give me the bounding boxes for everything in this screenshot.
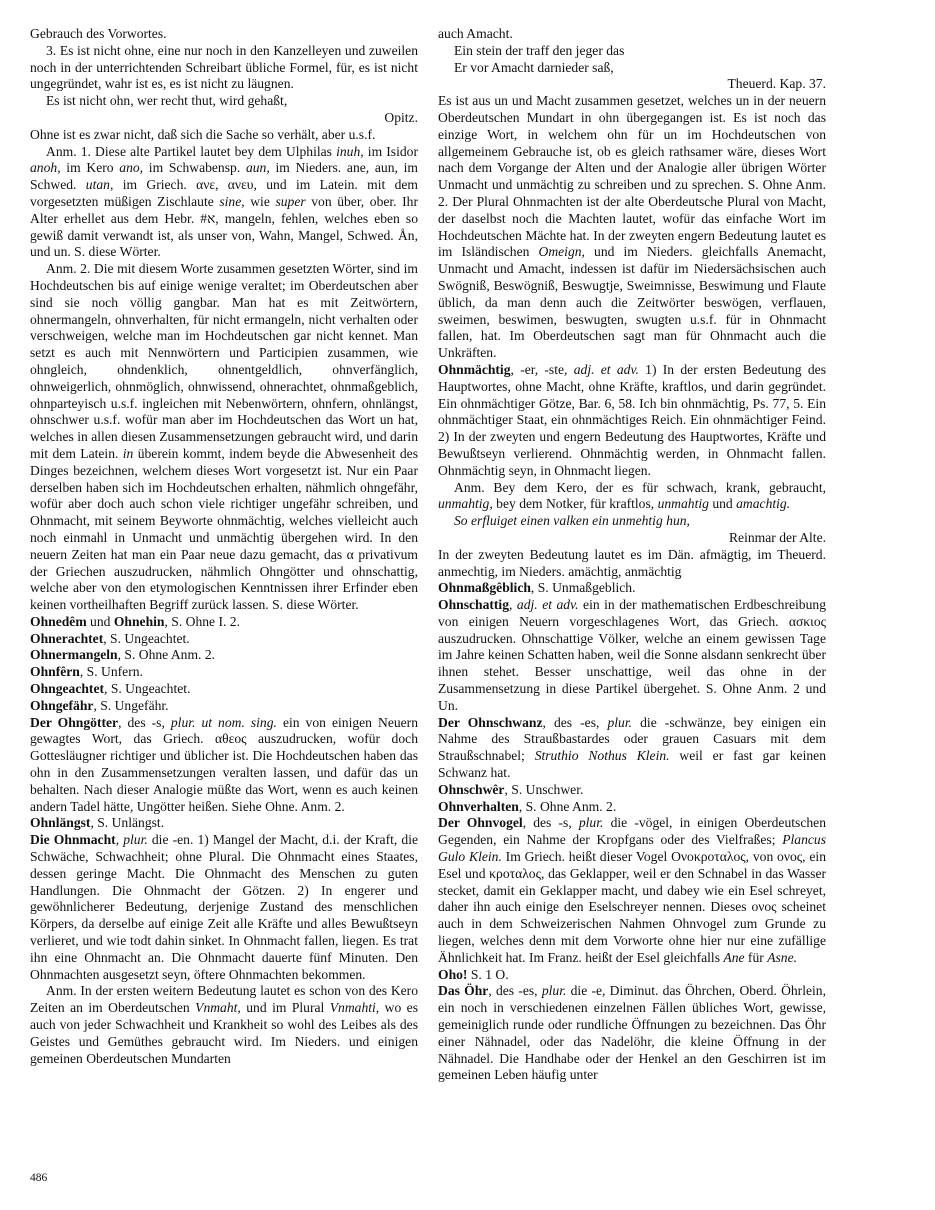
entry: Der Ohnvogel, des -s, plur. die -vögel, in einigen Oberdeutschen Gegenden, ein Nahme der Kropfgans oder des Vielfraßes; Plancus Gulo Klein. Im Griech. heißt dieser Vogel Ονοκροταλος, von ονος, ein Esel und κροταλος, das Geklapper, weil er den Schnabel in das Wasser stecket, damit ein Geklapper macht, und dabey wie ein Esel schreyet, daher ihn auch einige den Eselschreyer nennen. Dieses ονος scheinet auch in dem Schweizerischen Nahmen Ohnvogel zum Grunde zu liegen, welches denn mit dem Vorworte ohne hier nur eine zufällige Ähnlichkeit hat. Im Franz. heißt der Esel gleichfalls Ane für Asne.	[438, 815, 826, 965]
quote-line: Ein stein der traff den jeger das	[454, 42, 625, 58]
paragraph: Anm. 1. Diese alte Partikel lautet bey dem Ulphilas inuh, im Isidor anoh, im Kero ano, im Schwabensp. aun, im Nieders. ane, aun, im Schwed. utan, im Griech. ανε, ανευ, und im Latein. mit dem vorgesetzten müßigen Zischlaute sine, wie super von über, ober. Ihr Alter erhellet aus dem Hebr. ‎א#‏, mangeln, fehlen, welches eben so gewiß damit verwandt ist, als unser von, Wahn, Mangel, Schwed. Ån, und un. S. diese Wörter.	[30, 143, 418, 260]
entry: Die Ohnmacht, plur. die -en. 1) Mangel der Macht, d.i. der Kraft, die Schwäche, Schwachheit; ohne Plural. Die Ohnmacht eines Staates, dessen geringe Macht. Die Ohnmacht des Menschen zu guten Handlungen. Die Ohnmacht der Götzen. 2) In engerer und gewöhnlicherer Bedeutung, derjenige Zustand des menschlichen Körpers, da derselbe auf einige Zeit alle Kräfte und alles Bewußtseyn verlieret, und wie todt dahin sinket. In Ohnmacht fallen, liegen. Es trat ihn eine Ohnmacht an. Die Ohnmacht dauerte fünf Minuten. Den Ohnmachten ausgesetzt seyn, öftere Ohnmachten bekommen.	[30, 832, 419, 982]
quote-source: Reinmar der Alte.	[728, 529, 826, 545]
paragraph: Anm. Bey dem Kero, der es für schwach, krank, gebraucht, unmahtig, bey dem Notker, für kraftlos, unmahtig und amachtig.	[438, 479, 826, 512]
entry: Ohnmächtig, -er, -ste, adj. et adv. 1) In der ersten Bedeutung des Hauptwortes, ohne Macht, ohne Kräfte, kraftlos, und darin gegründet. Ein ohnmächtiger Götze, Bar. 6, 58. Ich bin ohnmächtig, Ps. 77, 5. Ein ohnmächtiger Staat, ein ohnmächtiges Reich. Ein ohnmächtiger Feind. 2) In der zweyten und engern Bedeutung des Hauptwortes, Kräfte und Bewußtseyn verlierend. Ohnmächtig werden, in Ohnmacht fallen. Ohnmächtig seyn, in Ohnmacht liegen.	[438, 361, 827, 478]
paragraph: auch Amacht.	[438, 26, 513, 41]
paragraph: Anm. 2. Die mit diesem Worte zusammen gesetzten Wörter, sind im Hochdeutschen bis auf einige wenige veraltet; im Oberdeutschen aber sind sie noch völlig gangbar. Man hat es mit Zeitwörtern, ohnermangeln, ohnverhalten, für nicht ermangeln, nicht verhalten oder verschweigen, welche man im Hochdeutschen gar nicht kennet. Man setzt es auch mit Nennwörtern und Participien zusammen, wie ohngleich, ohndenklich, ohnentgeldlich, ohnverfänglich, ohnweigerlich, ohnmöglich, ohnwissend, ohnerachtet, ohnmaßgeblich, ohnparteyisch u.s.f. ingleichen mit Nebenwörtern, ohnfern, ohnlängst, ohnschwer u.s.f. wofür man aber im Hochdeutschen das Wort un hat, welches in allen diesen Zusammensetzungen gebraucht wird, und darin mit dem Latein. in überein kommt, indem beyde die Abwesenheit des Dinges bezeichnen, welchem dieses Wort vorgesetzt ist. Nur ein Paar derselben haben sich im Hochdeutschen erhalten, nähmlich ohngefähr, wofür aber doch auch schon viele richtiger ungefähr schreiben, und Ohnmacht, mit seinem Beyworte ohnmächtig, welches vielleicht auch noch einmahl in Unmacht und unmächtig übergehen wird. In den neuern Zeiten hat man ein Paar neue dazu gemacht, das α privativum der Griechen auszudrucken, nähmlich Ohngötter und ohnschattig, welche aber von den etymologischen Kenntnissen ihrer Erfinder eben keinen vortheilhaften Begriff zurück lassen. S. diese Wörter.	[30, 261, 418, 613]
entry: Ohnlängst, S. Unlängst.	[30, 815, 165, 831]
quote-source: Opitz.	[384, 109, 418, 125]
page-number: 486	[30, 1172, 48, 1184]
entry: Ohnschattig, adj. et adv. ein in der mathematischen Erdbeschreibung von einigen Neuern vorgeschlagenes Wort, das Griech. ασκιος auszudrucken. Ohnschattige Völker, welche an einem gewissen Tage im Jahre keinen Schatten haben, weil die Sonne alsdann senkrecht über ihnen stehet. Besser unschattige, weil das ohne in der Zusammensetzung in diese Partikel übergehet. S. Ohne Anm. 2 und Un.	[438, 597, 826, 713]
entry: Ohnfêrn, S. Unfern.	[30, 664, 143, 680]
entry: Ohnverhalten, S. Ohne Anm. 2.	[438, 798, 617, 814]
paragraph: Gebrauch des Vorwortes.	[30, 26, 167, 41]
paragraph: Anm. In der ersten weitern Bedeutung lautet es schon von des Kero Zeiten an im Oberdeutschen Vnmaht, und im Plural Vnmahti, wo es auch von jeder Schwachheit und Krankheit so wohl des Leibes als des Geistes und Gemüthes gebraucht wird. Im Nieders. und einigen gemeinen Oberdeutschen Mundarten	[30, 983, 418, 1066]
entry: Das Öhr, des -es, plur. die -e, Diminut. das Öhrchen, Oberd. Öhrlein, ein noch in verschiedenen einzelnen Fällen übliches Wort, gewisse, gemeiniglich runde oder rundliche Öffnungen zu bezeichnen. Das Öhr einer Nähnadel, oder das Nadelöhr, die kleine Öffnung in der Nähnadel. Die Handhabe oder der Henkel an den Geschirren ist im gemeinen Leben häufig unter	[438, 983, 826, 1083]
entry: Ohnermangeln, S. Ohne Anm. 2.	[30, 647, 216, 663]
quote-line: Er vor Amacht darnieder saß,	[454, 59, 614, 75]
paragraph: In der zweyten Bedeutung lautet es im Dän. afmägtig, im Theuerd. anmechtig, im Nieders. amächtig, anmächtig	[438, 546, 826, 579]
entry: Oho! S. 1 O.	[438, 966, 509, 982]
left-column	[30, 26, 418, 1067]
entry: Ohnedêm und Ohnehin, S. Ohne I. 2.	[30, 613, 240, 629]
paragraph: 3. Es ist nicht ohne, eine nur noch in den Kanzelleyen und zuweilen noch in der unterrichtenden Schreibart übliche Formel, für, es ist nicht ungegründet, wahr ist es, es ist nicht zu läugnen.	[30, 42, 418, 92]
entry: Der Ohnschwanz, des -es, plur. die -schwänze, bey einigen ein Nahme des Straußbastardes oder grauen Casuars mit dem Straußschnabel; Struthio Nothus Klein. weil er fast gar keinen Schwanz hat.	[438, 714, 827, 781]
entry: Ohnerachtet, S. Ungeachtet.	[30, 630, 190, 646]
quote-source: Theuerd. Kap. 37.	[727, 76, 826, 92]
entry: Ohnschwêr, S. Unschwer.	[438, 781, 584, 797]
entry: Ohnmaßgêblich, S. Unmaßgeblich.	[438, 580, 636, 596]
paragraph: Es ist aus un und Macht zusammen gesetzet, welches un in der neuern Oberdeutschen Mundart in ohn übergegangen ist. Es ist noch das einzige Wort, in welchem ohn für un im Hochdeutschen von allgemeinem Gebrauche ist, ob es gleich rathsamer wäre, dieses Wort nach dem Vorgange der Alten und der Analogie aller übrigen Wörter Unmacht und unmächtig zu schreiben und zu sprechen. S. Ohne Anm. 2. Der Plural Ohnmachten ist der alte Oberdeutsche Plural von Macht, der daselbst noch die Machten lautet, wofür das einfache Wort im Hochdeutschen Mächte hat. In der zweyten engern Bedeutung lautet es im Isländischen Omeign, und im Nieders. gleichfalls Anemacht, Unmacht und Amacht, indessen ist dafür im Niedersächsischen auch Swögniß, Beswögniß, Beswugtje, Sweimnisse, Beswimung und Flaute üblich, da man denn auch die Zeitwörter beswögen, verflauen, sweimen, beswimen, beswugten, swugten u.s.f. für in Ohnmacht fallen, hat. Im Oberdeutschen sagt man für Ohnmacht auch die Unkräften.	[438, 93, 826, 361]
paragraph: Ohne ist es zwar nicht, daß sich die Sache so verhält, aber u.s.f.	[30, 126, 376, 142]
quote-line: Es ist nicht ohn, wer recht thut, wird gehaßt,	[46, 93, 288, 109]
right-column	[438, 26, 826, 1084]
entry: Ohngeachtet, S. Ungeachtet.	[30, 681, 191, 697]
entry: Ohngefähr, S. Ungefähr.	[30, 697, 169, 713]
entry: Der Ohngötter, des -s, plur. ut nom. sing. ein von einigen Neuern gewagtes Wort, das Griech. αθεος auszudrucken, wofür doch Gottesläugner richtiger und üblicher ist. Die Hochdeutschen haben das ohn in den Zusammensetzungen veralten lassen, und dafür das un behalten. Nach dieser Analogie müßte das Wort, wenn es auch keinen andern Tadel hätte, Ungötter heißen. Siehe Ohne. Anm. 2.	[30, 714, 419, 814]
quote-line: So erfluiget einen valken ein unmehtig hun,	[454, 513, 690, 529]
